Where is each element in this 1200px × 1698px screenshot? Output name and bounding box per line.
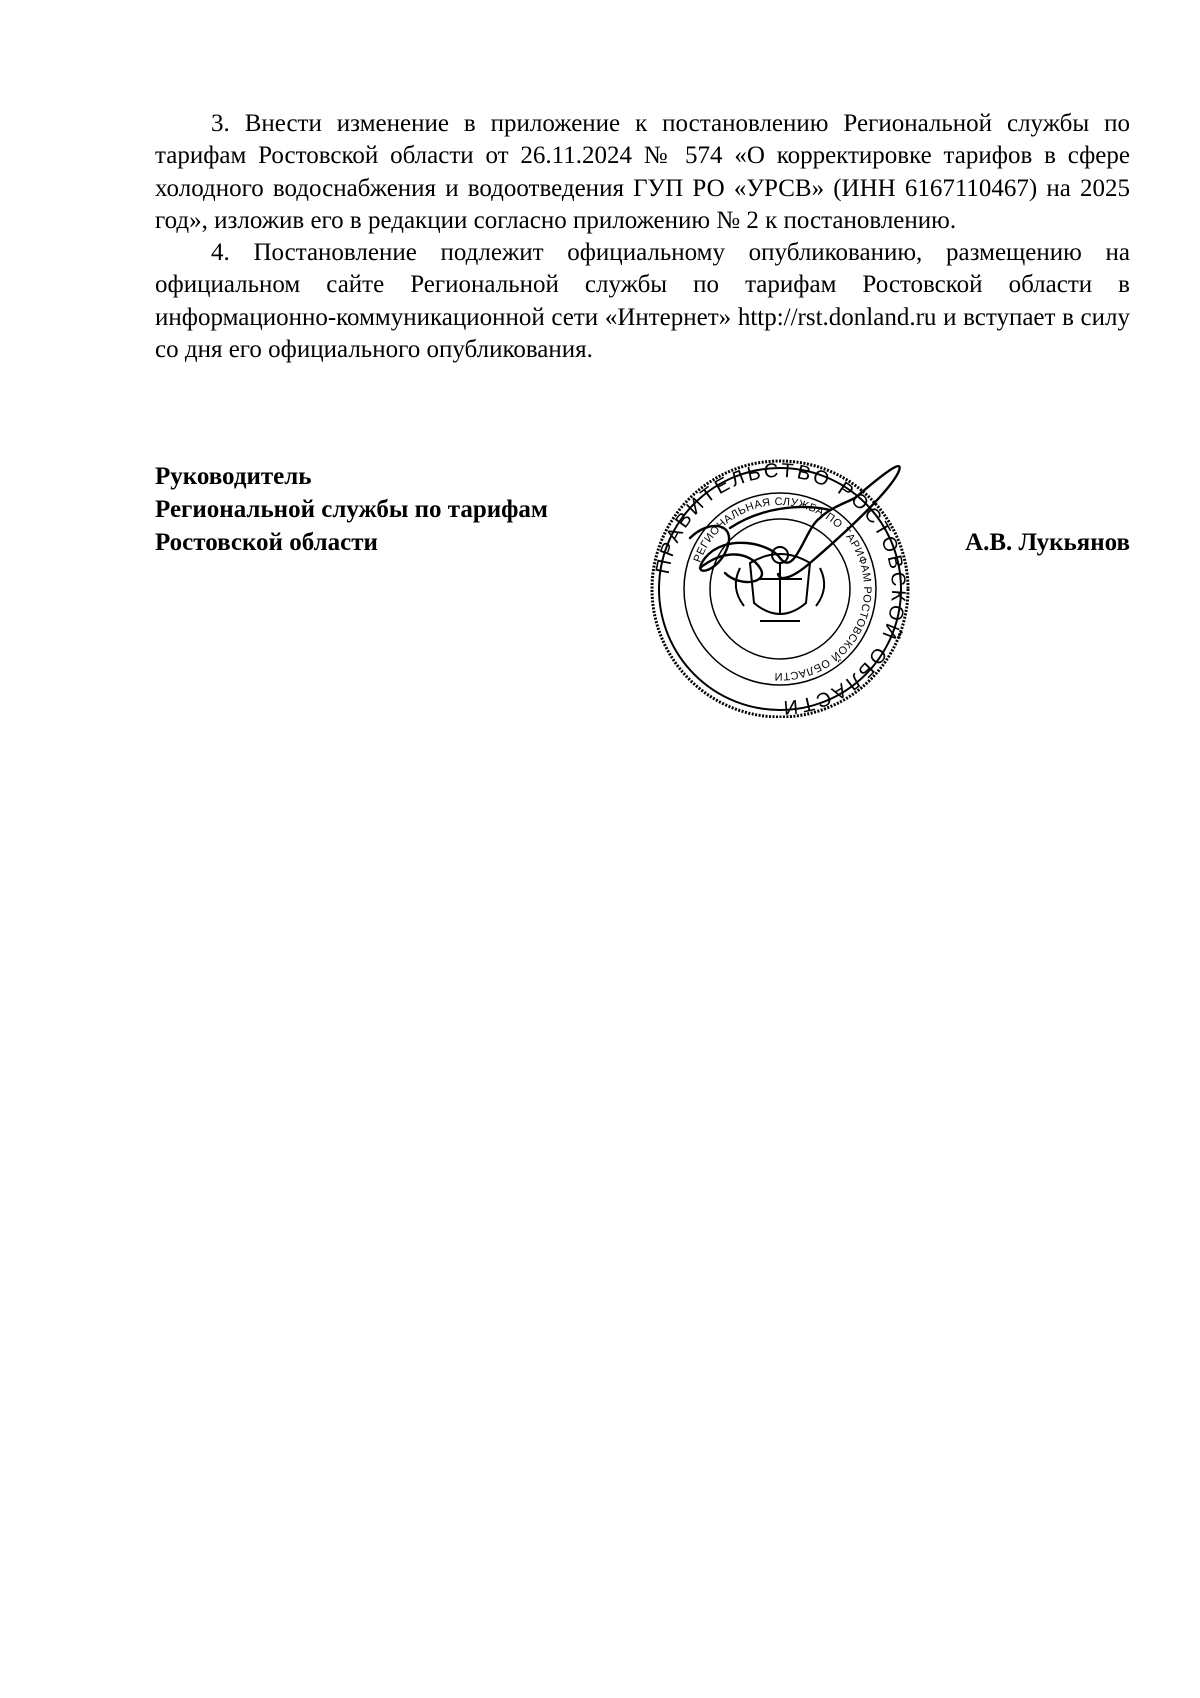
official-seal: [630, 448, 930, 718]
signatory-name: А.В. Лукьянов: [965, 529, 1130, 556]
signatory-title-line: Региональной службы по тарифам: [155, 496, 548, 523]
seal-outer-text: ПРАВИТЕЛЬСТВО РОСТОВСКОЙ ОБЛАСТИ: [651, 459, 910, 718]
seal-inner-text: РЕГИОНАЛЬНАЯ СЛУЖБА ПО ТАРИФАМ РОСТОВСКОЙ ОБЛАСТИ: [691, 495, 874, 683]
document-body: [155, 108, 1130, 366]
signatory-title: [155, 460, 548, 559]
paragraph-3: 3. Внести изменение в приложение к постановлению Региональной службы по тарифам Ростовской области от 26.11.2024 № 574 «О корректировке тарифов в сфере холодного водоснабжения и водоотведения ГУП РО «УРСВ» (ИНН 6167110467) на 2025 год», изложив его в редакции согласно приложению № 2 к постановлению.: [155, 110, 1130, 234]
signatory-title-line: Руководитель: [155, 463, 312, 490]
signatory-title-line: Ростовской области: [155, 529, 378, 556]
paragraph-4: 4. Постановление подлежит официальному опубликованию, размещению на официальном сайте Региональной службы по тарифам Ростовской области в информационно-коммуникационной сети «Интернет» http://rst.donland.ru и вступает в силу со дня его официального опубликования.: [155, 239, 1130, 364]
